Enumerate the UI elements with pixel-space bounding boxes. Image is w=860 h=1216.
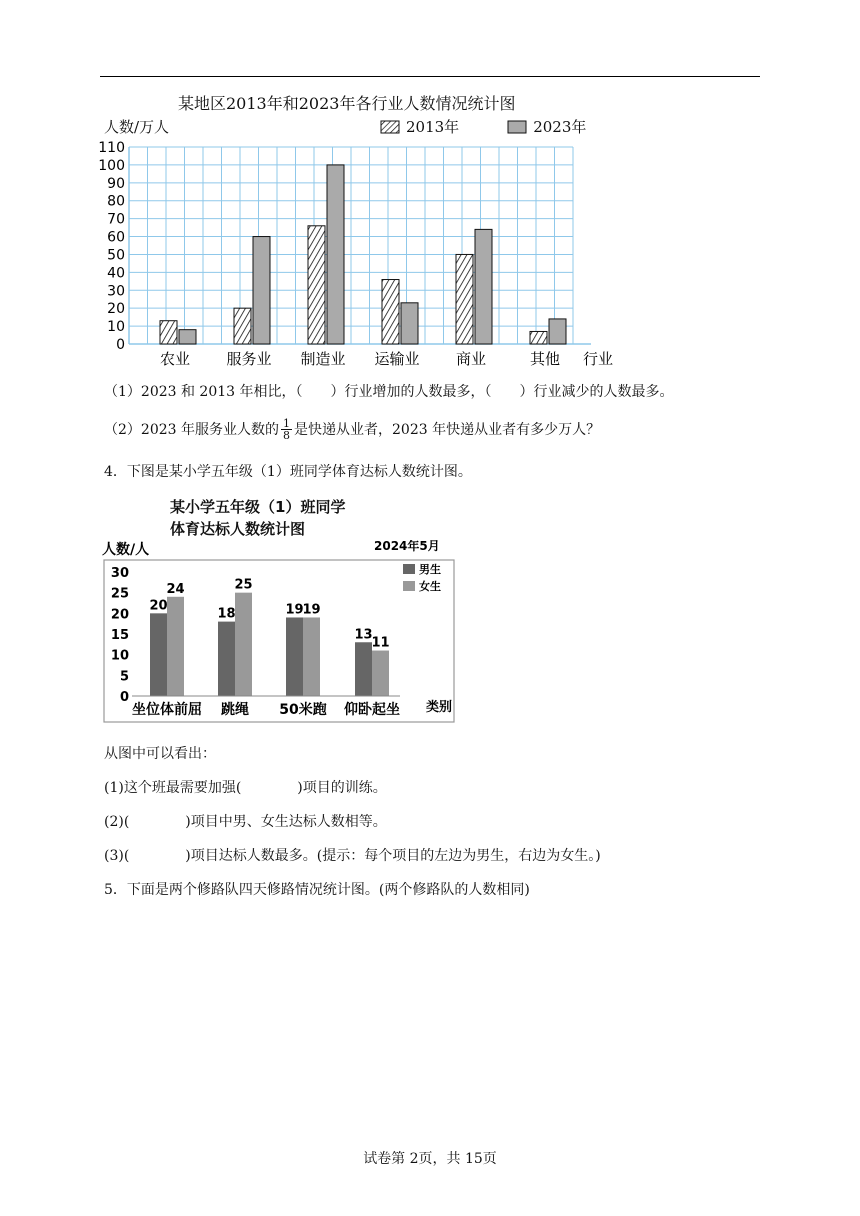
y-tick-label: 40	[107, 265, 125, 282]
y-tick-label: 25	[110, 586, 129, 602]
y-tick-label: 90	[107, 175, 125, 192]
data-label-girls: 25	[234, 577, 253, 593]
question-4-intro: 4．下图是某小学五年级（1）班同学体育达标人数统计图。	[104, 464, 472, 480]
x-tick-label: 运输业	[374, 350, 420, 368]
x-tick-label: 制造业	[300, 350, 346, 368]
chart2-ylabel: 人数/人	[102, 542, 150, 558]
x-tick-label: 坐位体前屈	[132, 702, 202, 718]
y-tick-label: 100	[98, 157, 125, 174]
page-footer: 试卷第 2页，共 15页	[363, 1151, 497, 1167]
bar-girls	[372, 651, 389, 696]
question-4-3: (3)( )项目达标人数最多。(提示：每个项目的左边为男生，右边为女生。)	[104, 848, 601, 864]
x-tick-label: 服务业	[226, 350, 272, 368]
y-tick-label: 20	[107, 301, 125, 318]
fraction-numerator: 1	[283, 417, 290, 430]
y-tick-label: 80	[107, 193, 125, 210]
chart1-xlabel: 行业	[583, 350, 614, 368]
legend-swatch-2023	[507, 120, 527, 134]
bar-girls	[167, 597, 184, 696]
chart1-legend	[380, 116, 586, 137]
fraction-one-eighth	[281, 418, 292, 441]
bar-2013	[160, 321, 177, 344]
header-rule	[100, 76, 760, 77]
y-tick-label: 60	[107, 229, 125, 246]
x-tick-label: 商业	[455, 350, 487, 368]
bar-2013	[308, 226, 325, 344]
y-tick-label: 20	[110, 607, 129, 623]
y-tick-label: 70	[107, 211, 125, 228]
y-tick-label: 30	[107, 283, 125, 300]
y-tick-label: 50	[107, 247, 125, 264]
bar-2023	[253, 237, 270, 344]
question-4-2: (2)( )项目中男、女生达标人数相等。	[104, 814, 387, 830]
y-tick-label: 110	[98, 140, 125, 156]
chart2-title-line1: 某小学五年级（1）班同学	[170, 498, 346, 516]
y-tick-label: 10	[110, 648, 129, 664]
legend-swatch-boys	[403, 564, 415, 574]
bar-2023	[549, 319, 566, 344]
data-label-girls: 19	[302, 602, 321, 618]
y-tick-label: 15	[110, 628, 129, 643]
chart2-date: 2024年5月	[374, 540, 440, 553]
data-label-boys: 18	[217, 606, 236, 622]
question-4-see: 从图中可以看出：	[104, 746, 216, 762]
bar-2013	[530, 331, 547, 344]
x-tick-label: 其他	[529, 350, 561, 368]
chart1-ylabel: 人数/万人	[104, 118, 170, 136]
x-tick-label: 仰卧起坐	[344, 702, 400, 718]
data-label-girls: 24	[166, 581, 185, 597]
bar-2023	[475, 229, 492, 344]
x-tick-label: 农业	[159, 350, 191, 368]
legend-label-girls: 女生	[419, 580, 441, 593]
legend-label-boys: 男生	[419, 563, 441, 576]
data-label-boys: 13	[354, 627, 373, 643]
bar-2013	[234, 308, 251, 344]
question-3-2-post: 是快递从业者，2023 年快递从业者有多少万人？	[294, 421, 601, 438]
chart2-xlabel: 类别	[426, 700, 453, 715]
bar-2013	[456, 254, 473, 344]
bar-boys	[286, 617, 303, 696]
y-tick-label: 30	[110, 566, 129, 581]
bar-2023	[179, 330, 196, 344]
x-tick-label: 50米跑	[279, 702, 327, 718]
bar-boys	[355, 642, 372, 696]
y-tick-label: 10	[107, 319, 125, 336]
chart2-plot	[100, 540, 470, 725]
bar-2023	[401, 303, 418, 344]
question-3-1: （1）2023 和 2013 年相比，（ ）行业增加的人数最多，（ ）行业减少的人数最多。	[104, 384, 674, 400]
legend-swatch-girls	[403, 581, 415, 591]
question-3-2-pre: （2）2023 年服务业人数的	[104, 421, 279, 438]
chart1-plot	[95, 138, 615, 370]
bar-2023	[327, 165, 344, 344]
question-5-intro: 5．下面是两个修路队四天修路情况统计图。(两个修路队的人数相同)	[104, 882, 530, 898]
bar-boys	[150, 613, 167, 696]
bar-boys	[218, 622, 235, 696]
bar-2013	[382, 280, 399, 344]
data-label-boys: 20	[149, 598, 168, 614]
y-tick-label: 5	[119, 669, 129, 685]
bar-girls	[303, 617, 320, 696]
legend-swatch-2013	[380, 120, 400, 134]
bar-girls	[235, 593, 252, 696]
question-4-1: (1)这个班最需要加强( )项目的训练。	[104, 780, 387, 796]
data-label-girls: 11	[371, 635, 390, 651]
y-tick-label: 0	[119, 690, 129, 705]
legend-label-2023: 2023年	[533, 118, 587, 136]
question-3-2	[104, 418, 600, 441]
y-tick-label: 0	[116, 337, 125, 353]
fraction-denominator: 8	[283, 429, 290, 442]
x-tick-label: 跳绳	[221, 702, 249, 718]
chart1-title: 某地区2013年和2023年各行业人数情况统计图	[178, 94, 516, 113]
legend-label-2013: 2013年	[406, 118, 460, 136]
chart2-legend	[403, 562, 441, 593]
data-label-boys: 19	[285, 602, 304, 618]
chart2-title-line2: 体育达标人数统计图	[170, 520, 306, 538]
